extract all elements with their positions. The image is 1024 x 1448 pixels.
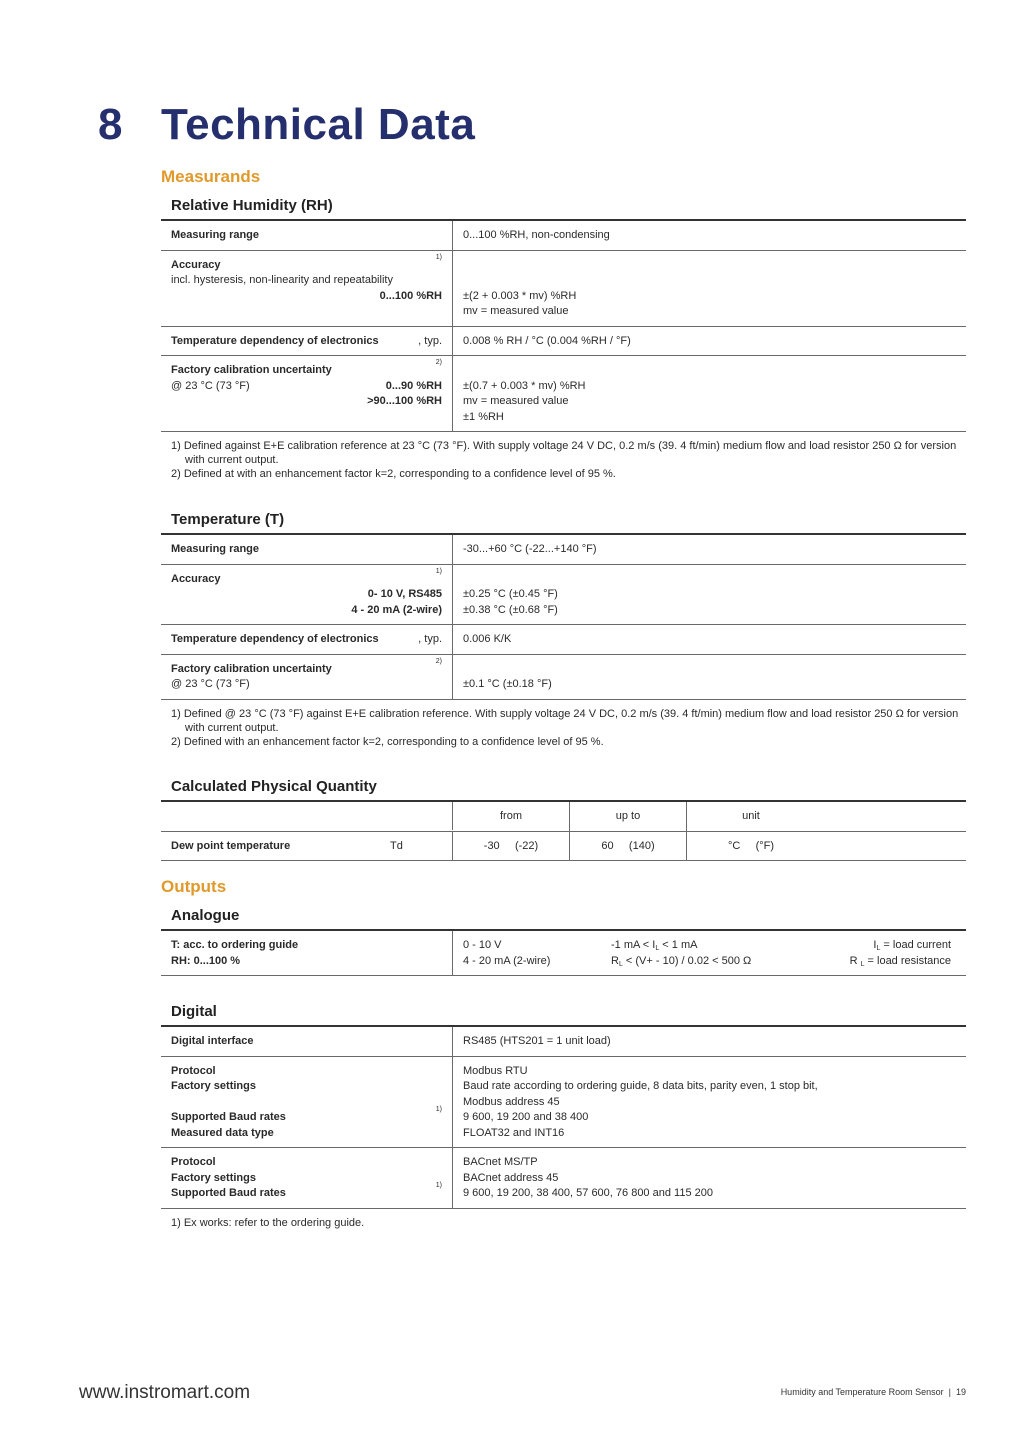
footnotes bbox=[161, 432, 966, 481]
analogue-rh-label: RH: 0...100 % bbox=[171, 954, 241, 967]
cell-line bbox=[171, 1182, 442, 1202]
cell-line bbox=[463, 572, 956, 588]
footnote: 1) Ex works: refer to the ordering guide. bbox=[171, 1216, 365, 1229]
cell-line bbox=[463, 273, 956, 289]
section-title: Calculated Physical Quantity bbox=[161, 777, 966, 802]
cell-line bbox=[463, 394, 956, 410]
text: Temperature dependency of electronics bbox=[171, 334, 379, 347]
cell-line bbox=[171, 394, 442, 410]
text: >90...100 %RH bbox=[367, 395, 442, 407]
calculated-section bbox=[161, 777, 966, 861]
row-label-cell bbox=[161, 1057, 453, 1148]
section-title: Relative Humidity (RH) bbox=[161, 196, 966, 221]
cell-line bbox=[171, 273, 442, 289]
footer-url[interactable]: www.instromart.com bbox=[79, 1382, 251, 1403]
row-label-cell bbox=[161, 221, 453, 250]
cell-line bbox=[463, 1095, 956, 1111]
text: Modbus address 45 bbox=[463, 1095, 560, 1108]
condition-current: $R_L < (V+ - 10) / 0.02 < 500$ Ω bbox=[611, 954, 752, 968]
row-label-cell bbox=[161, 356, 453, 431]
cell-line bbox=[171, 632, 442, 648]
text: Factory calibration uncertainty bbox=[171, 662, 332, 675]
text: Factory calibration uncertainty bbox=[171, 364, 332, 376]
outputs-heading: Outputs bbox=[161, 877, 227, 896]
cell-line bbox=[463, 603, 956, 619]
section-title: Digital bbox=[161, 1002, 966, 1027]
cell-line bbox=[463, 1186, 956, 1202]
text: ±(0.7 + 0.003 * mv) %RH bbox=[463, 379, 586, 392]
chapter-number: 8 bbox=[98, 100, 123, 149]
unit-f: (°F) bbox=[755, 839, 775, 852]
cell-line bbox=[463, 228, 956, 244]
table-row bbox=[161, 251, 966, 327]
text: Supported Baud rates bbox=[171, 1111, 286, 1123]
section-title: Analogue bbox=[161, 906, 966, 931]
cell-line bbox=[463, 363, 956, 379]
text: 0...100 %RH bbox=[379, 289, 442, 302]
footer-doc-info bbox=[781, 1387, 966, 1397]
text: BACnet address 45 bbox=[463, 1171, 559, 1184]
cell-line bbox=[171, 228, 442, 244]
legend-load-resistance: R $_L$ = load resistance bbox=[849, 954, 951, 968]
row-label-cell bbox=[161, 535, 453, 564]
footnote-ref: 1) bbox=[435, 1182, 442, 1189]
line-right bbox=[386, 379, 442, 395]
text: , typ. bbox=[418, 334, 442, 347]
text: @ 23 °C (73 °F) bbox=[171, 379, 250, 392]
cell-line bbox=[171, 1034, 442, 1050]
cell-line bbox=[463, 662, 956, 678]
text: BACnet MS/TP bbox=[463, 1156, 538, 1168]
table-row bbox=[161, 1057, 966, 1149]
footnote: 2) Defined at with an enhancement factor k=2, corresponding to a confidence level of 95 %. bbox=[171, 468, 616, 480]
table-row bbox=[161, 535, 966, 565]
upto-c: 60 bbox=[601, 839, 614, 852]
text: 0.006 K/K bbox=[463, 633, 512, 645]
text: Accuracy bbox=[171, 572, 221, 585]
row-label-cell bbox=[161, 1027, 453, 1056]
table-row bbox=[161, 625, 966, 655]
output-voltage: 0 - 10 V bbox=[463, 939, 502, 951]
text: Temperature dependency of electronics bbox=[171, 633, 379, 645]
page-number: 19 bbox=[955, 1387, 966, 1397]
row-value-cell bbox=[453, 221, 966, 250]
text: ±(2 + 0.003 * mv) %RH bbox=[463, 289, 577, 302]
table-row bbox=[161, 1027, 966, 1057]
upto-f: (140) bbox=[628, 839, 655, 852]
cell-line bbox=[463, 632, 956, 648]
chapter-heading bbox=[98, 100, 475, 150]
text: Supported Baud rates bbox=[171, 1187, 286, 1199]
table-row bbox=[161, 221, 966, 251]
table-row bbox=[161, 356, 966, 432]
row-value-cell bbox=[453, 356, 966, 431]
footnote-ref: 1) bbox=[435, 1106, 442, 1113]
row-value-cell bbox=[453, 251, 966, 326]
table-row bbox=[161, 832, 966, 862]
header-upto: up to bbox=[570, 802, 687, 831]
text: , typ. bbox=[418, 633, 442, 645]
text: ±0.38 °C (±0.68 °F) bbox=[463, 603, 558, 616]
footnotes bbox=[161, 1209, 966, 1230]
text: Protocol bbox=[171, 1064, 216, 1077]
line-right bbox=[380, 289, 442, 305]
text: FLOAT32 and INT16 bbox=[463, 1126, 565, 1139]
text: mv = measured value bbox=[463, 395, 569, 407]
cell-line bbox=[171, 334, 442, 350]
text: Factory settings bbox=[171, 1171, 256, 1184]
row-label-cell bbox=[161, 251, 453, 326]
table-row bbox=[161, 327, 966, 357]
row-value-cell bbox=[453, 327, 966, 356]
measurands-heading: Measurands bbox=[161, 167, 261, 186]
footnote-ref: 1) bbox=[435, 253, 442, 261]
text: Digital interface bbox=[171, 1035, 254, 1047]
row-value-cell bbox=[453, 1027, 966, 1056]
footnote-ref: 2) bbox=[435, 359, 442, 366]
text: Modbus RTU bbox=[463, 1064, 528, 1077]
cell-line bbox=[463, 258, 956, 274]
cell-line bbox=[171, 567, 442, 588]
text: Baud rate according to ordering guide, 8 data bits, parity even, 1 stop bit, bbox=[463, 1080, 818, 1092]
cell-line bbox=[463, 587, 956, 603]
text: Factory settings bbox=[171, 1080, 256, 1092]
row-label-cell bbox=[161, 327, 453, 356]
text: 4 - 20 mA (2-wire) bbox=[351, 603, 442, 616]
value-unit bbox=[687, 832, 815, 861]
cell-line bbox=[171, 603, 442, 619]
cell-line bbox=[463, 542, 956, 558]
line-right bbox=[367, 394, 442, 410]
quantity-symbol: Td bbox=[390, 839, 403, 852]
footnote: 1) Defined @ 23 °C (73 °F) against E+E calibration reference. With supply voltage 24 V DC, 0.2 m/s (39. 4 ft/min) medium flow and load resistor 250 Ω for version with current output. bbox=[171, 707, 959, 734]
footnote-ref: 2) bbox=[435, 657, 442, 665]
value-from bbox=[453, 832, 570, 861]
row-label-cell bbox=[161, 625, 453, 654]
text: RS485 (HTS201 = 1 unit load) bbox=[463, 1035, 611, 1047]
cell-line bbox=[171, 1106, 442, 1126]
text: 0...100 %RH, non-condensing bbox=[463, 229, 610, 241]
text: 0- 10 V, RS485 bbox=[367, 588, 442, 600]
table-row bbox=[161, 655, 966, 700]
cell-line bbox=[463, 1079, 956, 1095]
cell-line bbox=[171, 677, 442, 693]
line-left bbox=[171, 379, 250, 395]
cell-line bbox=[171, 587, 442, 603]
cell-line bbox=[171, 657, 442, 678]
cell-line bbox=[463, 1171, 956, 1187]
analogue-t-label: T: acc. to ordering guide bbox=[171, 939, 299, 951]
row-label-cell bbox=[161, 565, 453, 625]
row-value-cell bbox=[453, 655, 966, 699]
cell-line bbox=[171, 1064, 442, 1080]
cell-line bbox=[463, 379, 956, 395]
chapter-title: Technical Data bbox=[161, 100, 476, 149]
from-c: -30 bbox=[483, 839, 500, 852]
table-row bbox=[161, 931, 966, 976]
table-header-row bbox=[161, 802, 966, 832]
row-value-cell bbox=[453, 1057, 966, 1148]
cell-line bbox=[171, 379, 442, 395]
text: ±1 %RH bbox=[463, 410, 504, 423]
header-unit: unit bbox=[742, 810, 760, 822]
cell-line bbox=[171, 1079, 442, 1095]
row-value-cell bbox=[453, 565, 966, 625]
text: incl. hysteresis, non-linearity and repeatability bbox=[171, 274, 393, 286]
cell-line bbox=[463, 1064, 956, 1080]
unit-c: °C bbox=[727, 839, 741, 852]
line-right bbox=[351, 603, 442, 619]
cell-line bbox=[171, 1155, 442, 1171]
condition-voltage: -1 mA < $I_L < 1$ mA bbox=[611, 939, 698, 952]
text: ±0.25 °C (±0.45 °F) bbox=[463, 588, 558, 600]
footer-separator: | bbox=[948, 1387, 951, 1397]
text: Protocol bbox=[171, 1156, 216, 1168]
line-right bbox=[368, 587, 442, 603]
cell-line bbox=[171, 359, 442, 379]
text: Measured data type bbox=[171, 1126, 274, 1139]
text: -30...+60 °C (-22...+140 °F) bbox=[463, 543, 597, 555]
output-current: 4 - 20 mA (2-wire) bbox=[463, 954, 551, 967]
section-title: Temperature (T) bbox=[161, 510, 966, 535]
cell-line bbox=[463, 677, 956, 693]
cell-line bbox=[463, 1034, 956, 1050]
analogue-section bbox=[161, 906, 966, 976]
table-row bbox=[161, 565, 966, 626]
cell-line bbox=[171, 542, 442, 558]
footnotes bbox=[161, 700, 966, 749]
cell-line bbox=[463, 1110, 956, 1126]
cell-line bbox=[171, 1095, 442, 1111]
cell-line bbox=[463, 1155, 956, 1171]
cell-line bbox=[463, 289, 956, 305]
footnote: 1) Defined against E+E calibration reference at 23 °C (73 °F). With supply voltage 24 V DC, 0.2 m/s (39. 4 ft/min) medium flow and load resistor 250 Ω for version with current output. bbox=[171, 440, 957, 466]
value-upto bbox=[570, 832, 687, 861]
text: @ 23 °C (73 °F) bbox=[171, 678, 250, 690]
cell-line bbox=[463, 1126, 956, 1142]
text: Measuring range bbox=[171, 543, 260, 555]
quantity-name: Dew point temperature bbox=[171, 839, 291, 852]
table-row bbox=[161, 1148, 966, 1209]
row-value-cell bbox=[453, 1148, 966, 1208]
cell-line bbox=[171, 289, 442, 305]
row-label-cell bbox=[161, 655, 453, 699]
cell-line bbox=[171, 1126, 442, 1142]
text: 0...90 %RH bbox=[385, 379, 442, 392]
temperature-section bbox=[161, 510, 966, 749]
text: ±0.1 °C (±0.18 °F) bbox=[463, 678, 552, 690]
legend-load-current: $I_L$ = load current bbox=[873, 939, 951, 952]
digital-section bbox=[161, 1002, 966, 1230]
row-value-cell bbox=[453, 625, 966, 654]
from-f: (-22) bbox=[514, 839, 539, 852]
header-from: from bbox=[453, 802, 570, 831]
text: Accuracy bbox=[171, 258, 221, 271]
text: mv = measured value bbox=[463, 305, 569, 317]
text: 9 600, 19 200, 38 400, 57 600, 76 800 and 115 200 bbox=[463, 1187, 713, 1199]
footnote: 2) Defined with an enhancement factor k=2, corresponding to a confidence level of 95 %. bbox=[171, 735, 604, 748]
text: 0.008 % RH / °C (0.004 %RH / °F) bbox=[463, 334, 631, 347]
footnote-ref: 1) bbox=[435, 567, 442, 575]
row-label-cell bbox=[161, 1148, 453, 1208]
row-value-cell bbox=[453, 535, 966, 564]
cell-line bbox=[463, 304, 956, 320]
cell-line bbox=[171, 253, 442, 274]
text: 9 600, 19 200 and 38 400 bbox=[463, 1111, 589, 1123]
cell-line bbox=[463, 334, 956, 350]
cell-line bbox=[463, 410, 956, 426]
rh-section bbox=[161, 196, 966, 481]
footer-doc-title: Humidity and Temperature Room Sensor bbox=[780, 1387, 944, 1397]
cell-line bbox=[171, 1171, 442, 1187]
text: Measuring range bbox=[171, 229, 260, 241]
